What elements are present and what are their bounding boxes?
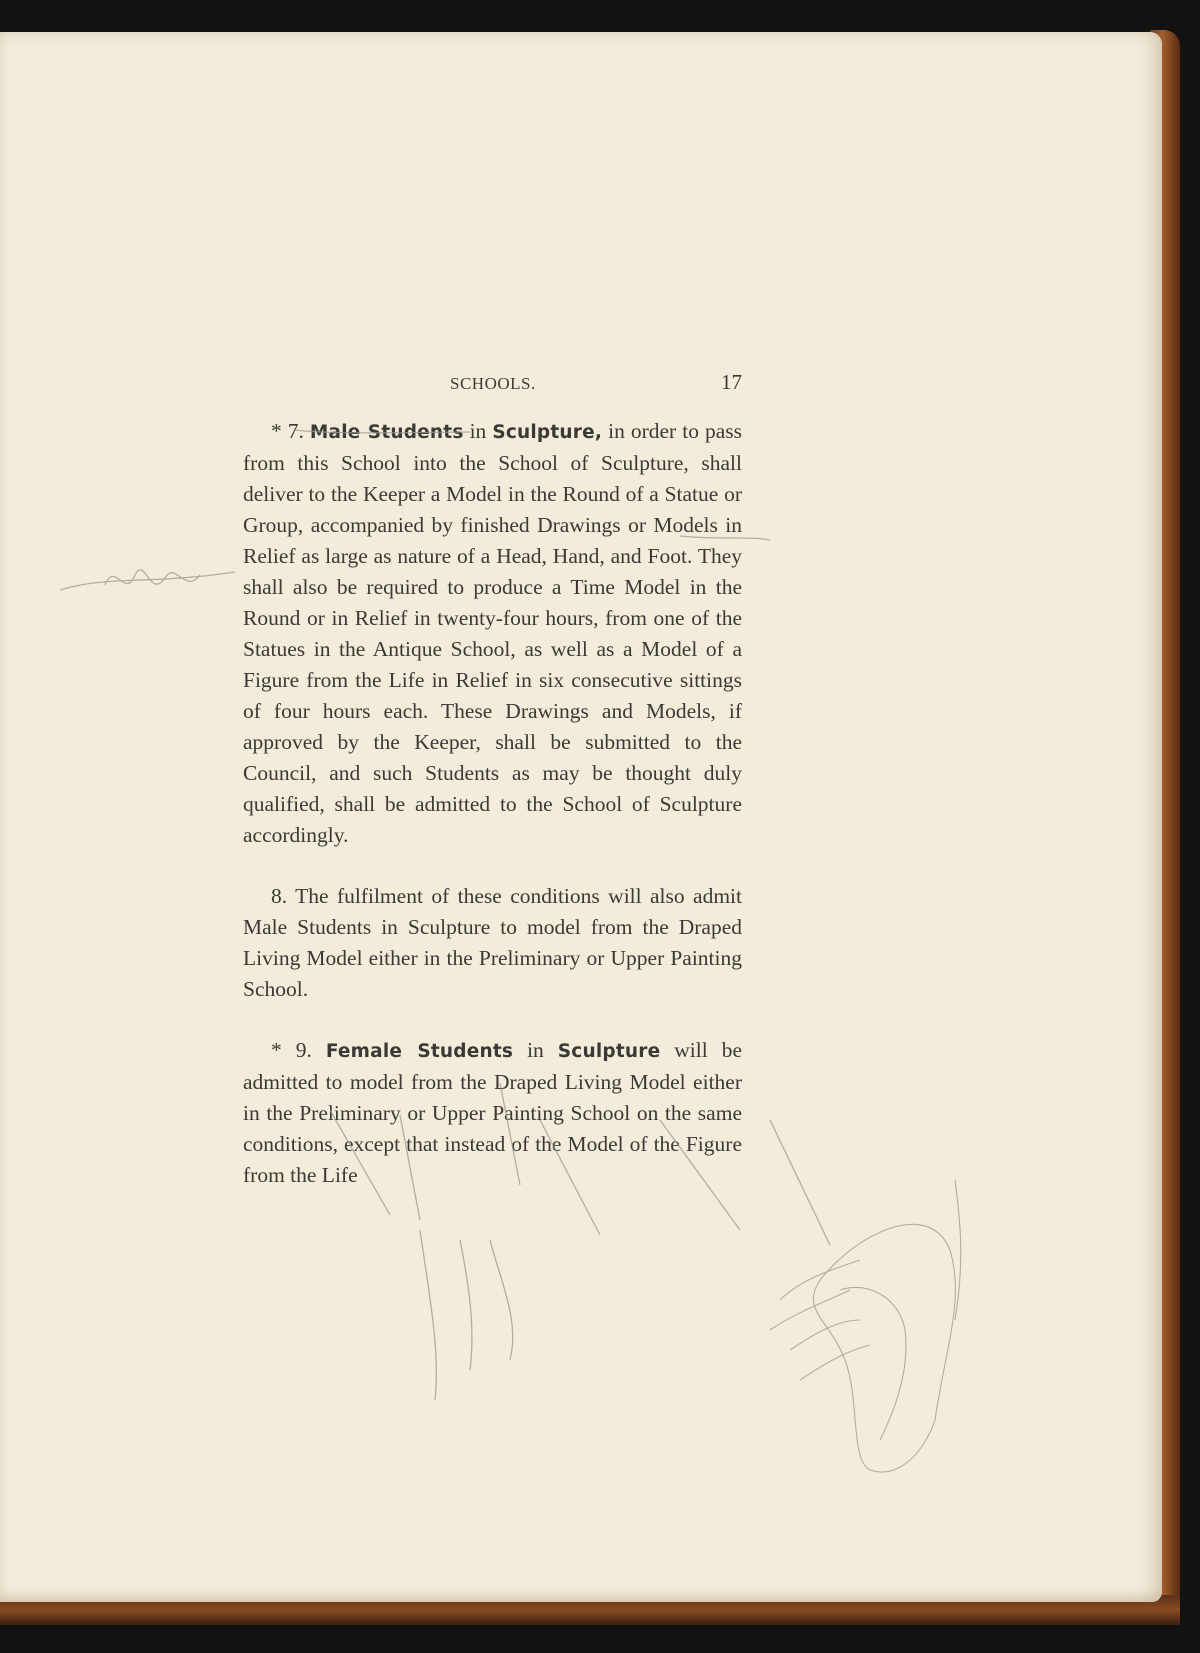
paragraph-7 — [243, 416, 742, 851]
paragraph-7-bold-sculpture: Sculpture, — [492, 422, 603, 443]
paragraph-7-lead: * 7. — [271, 419, 310, 443]
running-head — [242, 370, 742, 400]
paragraph-8: 8. The fulfilment of these conditions will also admit Male Students in Sculpture to model from the Draped Living Model either in the Preliminary or Upper Painting School. — [243, 884, 742, 1001]
running-title: SCHOOLS. — [450, 374, 536, 393]
paragraph-9-text: will be admitted to model from the Draped Living Model either in the Preliminary or Upper Painting School on the same conditions, except that instead of the Model of the Figure from the Life — [243, 1038, 742, 1187]
page-number: 17 — [721, 370, 742, 394]
paragraph-9-mid: in — [513, 1038, 558, 1062]
paragraph-9-bold-sculpture: Sculpture — [557, 1041, 661, 1062]
paragraph-7-text: in order to pass from this School into the School of Sculpture, shall deliver to the Keeper a Model in the Round of a Statue or Group, accompanied by finished Drawings or Models in Relief as large as nature of a Head, Hand, and Foot. They shall also be required to produce a Time Model in the Round or in Relief in twenty-four hours, from one of the Statues in the Antique School, as well as a Model of a Figure from the Life in Relief in six consecutive sittings of four hours each. These Drawings and Models, if approved by the Keeper, shall be submitted to the Council, and such Students as may be thought duly qualified, shall be admitted to the School of Sculpture accordingly. — [243, 419, 742, 847]
paragraph-9-lead: * 9. — [271, 1038, 326, 1062]
body-text — [243, 416, 742, 1191]
paragraph-9 — [243, 1035, 742, 1191]
paragraph-9-bold-students: Female Students — [325, 1041, 514, 1062]
paragraph-7-bold-students: Male Students — [309, 422, 464, 443]
paragraph-7-mid: in — [463, 419, 493, 443]
